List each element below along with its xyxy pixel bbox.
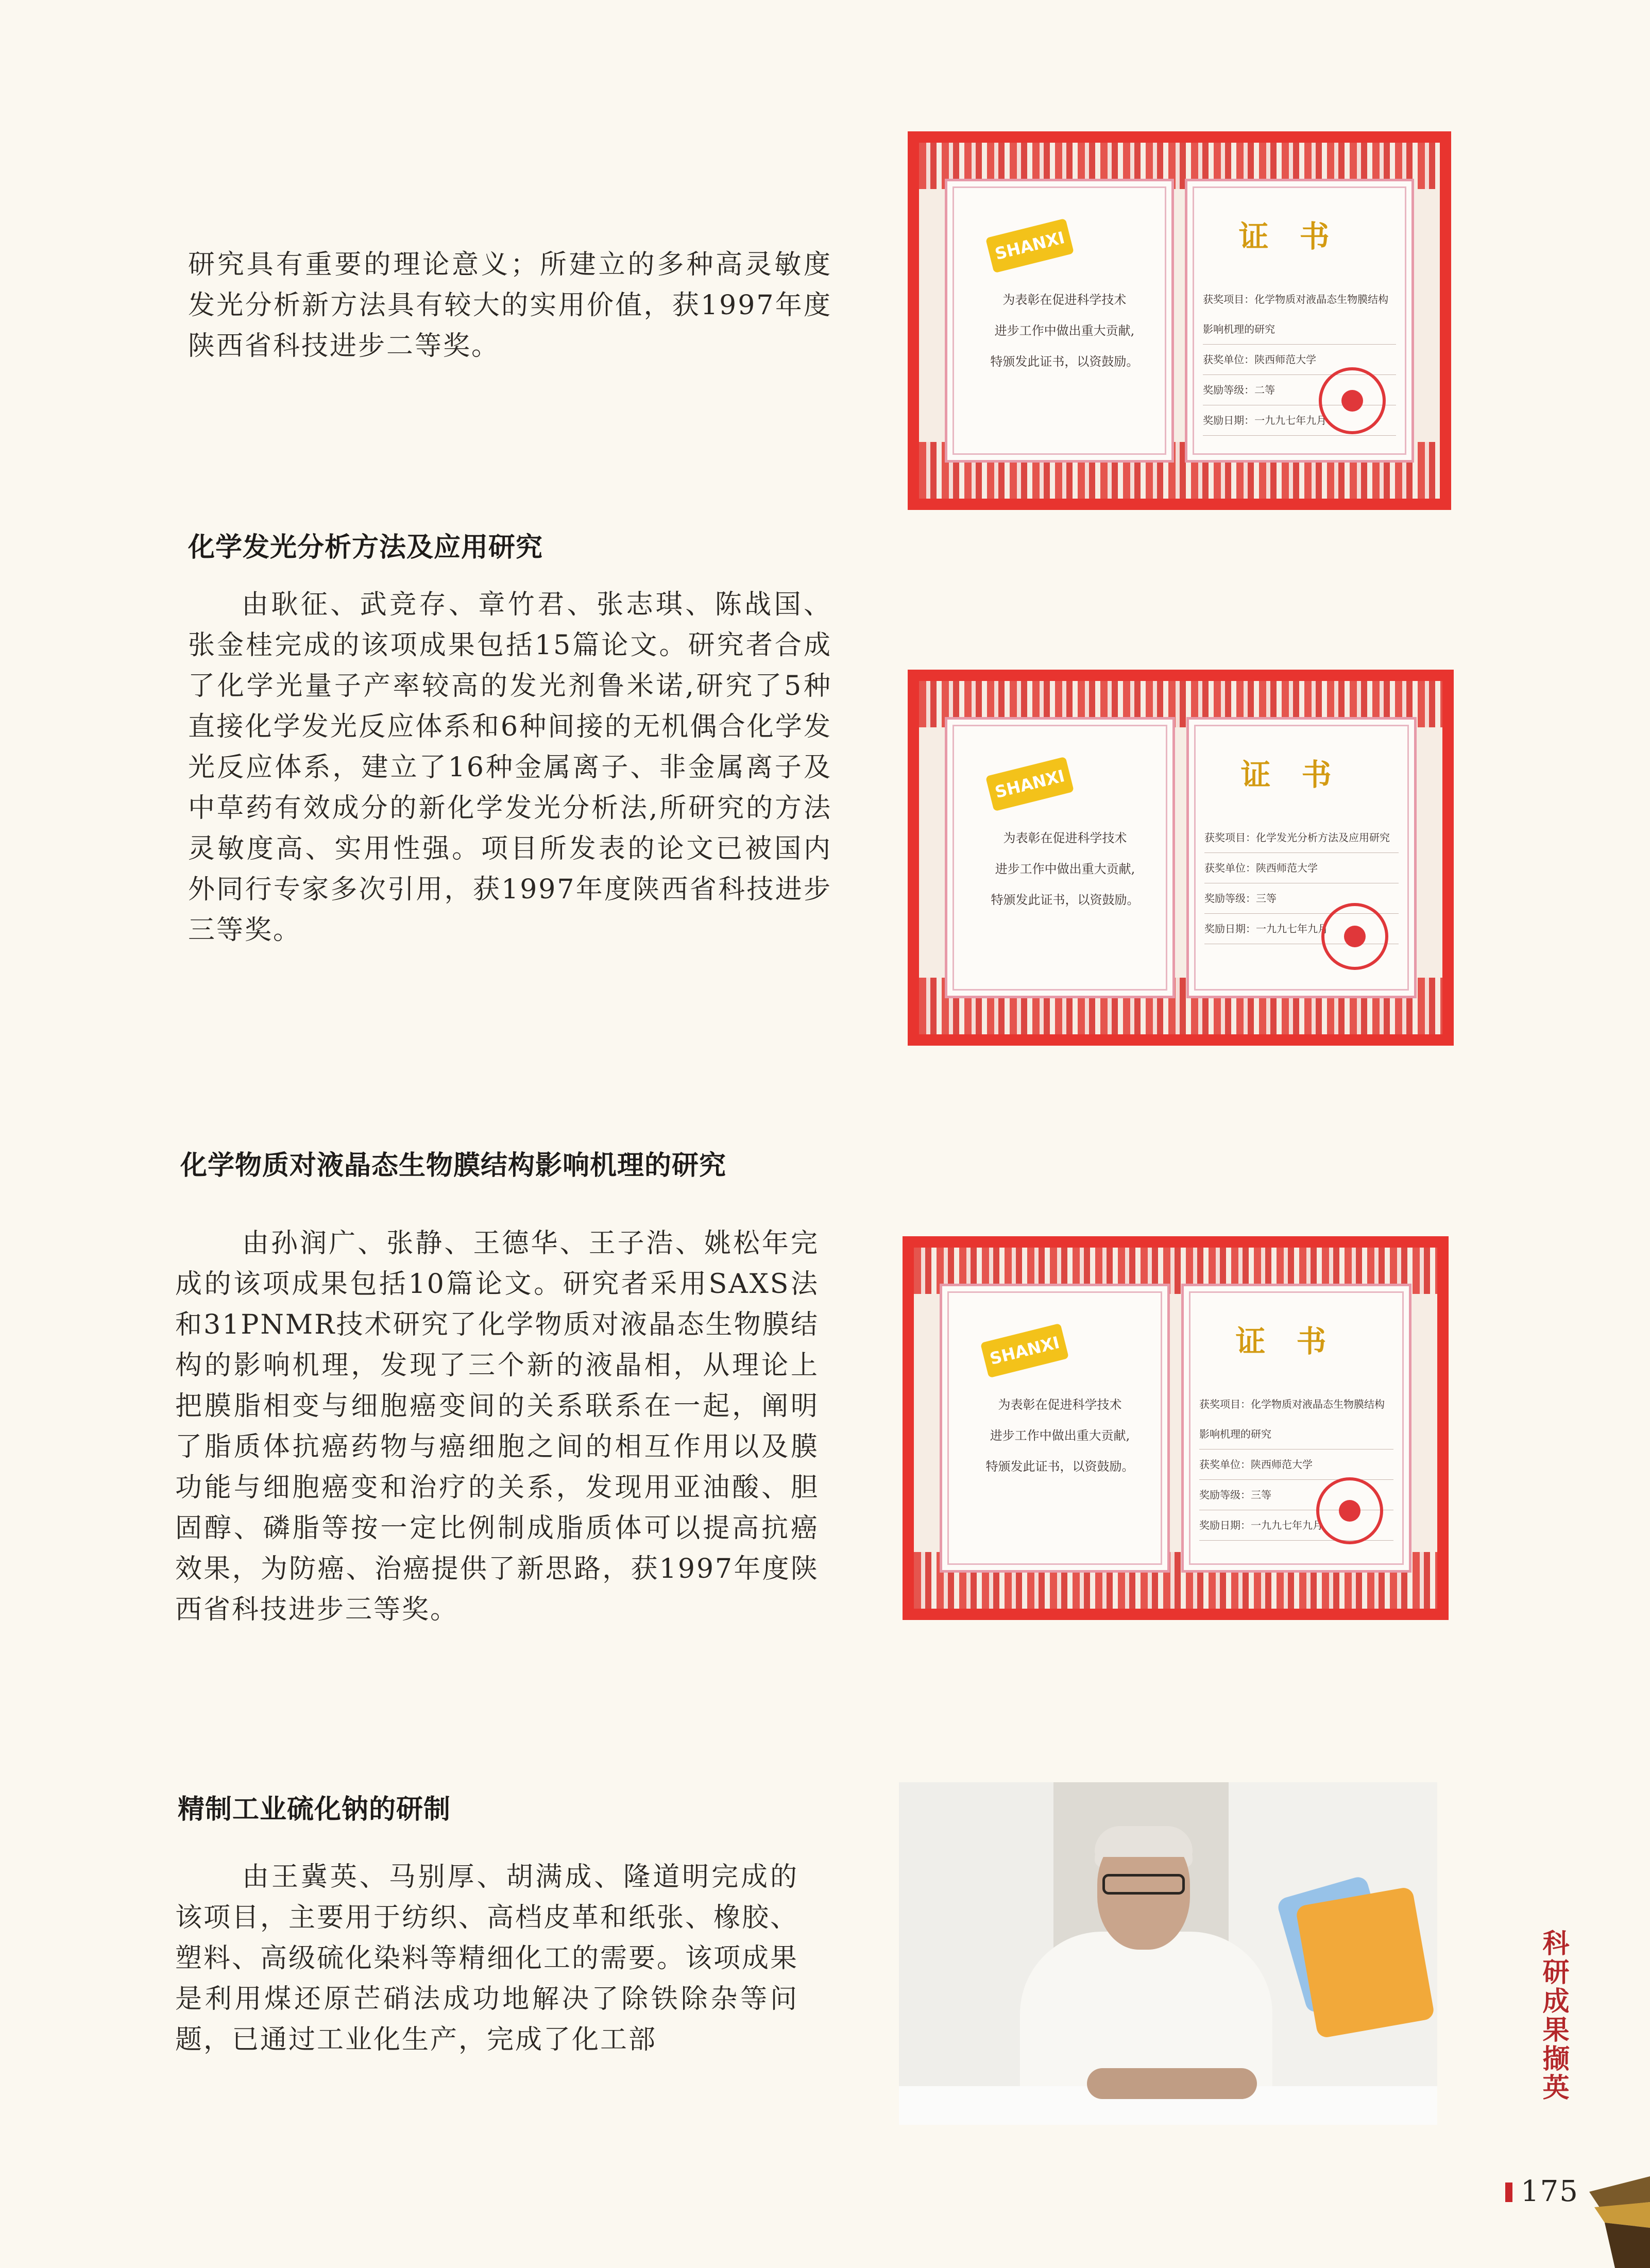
award-logo-icon: SHANXI [985, 757, 1074, 812]
certificate-text-line: 特颁发此证书，以资鼓励。 [985, 1459, 1134, 1474]
certificate-text-line: 进步工作中做出重大贡献, [990, 1428, 1130, 1443]
corner-ornament-icon [1589, 2171, 1650, 2268]
official-seal-icon [1319, 367, 1386, 434]
certificate-field: 奖励等级：二等 [1203, 375, 1396, 405]
certificate-field: 获奖项目：化学物质对液晶态生物膜结构影响机理的研究 [1203, 284, 1396, 345]
certificate-text-line: 特颁发此证书，以资鼓励。 [990, 354, 1139, 369]
certificate-right-page [1185, 179, 1414, 463]
section-paragraph: 由孙润广、张静、王德华、王子浩、姚松年完成的该项成果包括10篇论文。研究者采用SAXS法和31PNMR技术研究了化学物质对液晶态生物膜结构的影响机理，发现了三个新的液晶相，从理论上把膜脂相变与细胞癌变间的关系联系在一起，阐明了脂质体抗癌药物与癌细胞之间的相互作用以及膜功能与细胞癌变和治疗的关系，发现用亚油酸、胆固醇、磷脂等按一定比例制成脂质体可以提高抗癌效果，为防癌、治癌提供了新思路，获1997年度陕西省科技进步三等奖。 [175, 1228, 819, 1625]
certificate-text-line: 特颁发此证书，以资鼓励。 [991, 893, 1139, 907]
certificate-title: 证书 [1240, 757, 1363, 792]
award-logo-icon: SHANXI [980, 1323, 1069, 1378]
page-number-marker [1505, 2182, 1512, 2202]
glasses-icon [1102, 1874, 1185, 1895]
certificate-text-line: 为表彰在促进科学技术 [1002, 293, 1127, 307]
certificate-left-page [940, 1284, 1170, 1573]
certificate-text-line: 为表彰在促进科学技术 [998, 1397, 1122, 1412]
certificate-field: 奖励日期：一九九七年九月 [1203, 405, 1396, 436]
award-logo-icon: SHANXI [985, 218, 1074, 274]
certificate-field: 奖励日期：一九九七年九月 [1204, 914, 1399, 944]
certificate-text-line: 为表彰在促进科学技术 [1003, 831, 1127, 845]
product-poster [1295, 1886, 1435, 2039]
page-number: 175 [1521, 2175, 1579, 2208]
section-heading: 精制工业硫化钠的研制 [178, 1794, 451, 1825]
certificate-field: 获奖单位：陕西师范大学 [1203, 345, 1396, 375]
certificate-text-line: 进步工作中做出重大贡献, [995, 862, 1135, 876]
certificate-image-1 [908, 131, 1451, 510]
certificate-field: 奖励等级：三等 [1204, 883, 1399, 914]
paragraph-intro: 研究具有重要的理论意义；所建立的多种高灵敏度发光分析新方法具有较大的实用价值，获1997年度陕西省科技进步二等奖。 [188, 249, 832, 362]
section-heading: 化学物质对液晶态生物膜结构影响机理的研究 [180, 1150, 727, 1181]
certificate-image-2 [908, 670, 1454, 1046]
section-paragraph: 由王冀英、马别厚、胡满成、隆道明完成的该项目，主要用于纺织、高档皮革和纸张、橡胶、塑料、高级硫化染料等精细化工的需要。该项成果是利用煤还原芒硝法成功地解决了除铁除杂等问题，已通过工业化生产，完成了化工部 [175, 1862, 799, 2055]
certificate-text-line: 进步工作中做出重大贡献, [994, 323, 1135, 338]
certificate-field: 奖励日期：一九九七年九月 [1199, 1510, 1393, 1541]
certificate-title: 证书 [1238, 219, 1360, 254]
certificate-left-page [945, 717, 1175, 998]
certificate-field: 获奖项目：化学物质对液晶态生物膜结构影响机理的研究 [1199, 1389, 1393, 1450]
person-hands [1087, 2068, 1257, 2099]
official-seal-icon [1316, 1477, 1383, 1544]
certificate-image-3 [903, 1236, 1449, 1620]
section-heading: 化学发光分析方法及应用研究 [188, 532, 543, 563]
certificate-field: 获奖项目：化学发光分析方法及应用研究 [1204, 823, 1399, 853]
chapter-side-label: 科研成果撷英 [1538, 1929, 1569, 2102]
certificate-right-page [1186, 717, 1417, 998]
person-hair [1095, 1826, 1193, 1857]
researcher-photo [899, 1782, 1437, 2125]
section-paragraph: 由耿征、武竞存、章竹君、张志琪、陈战国、张金桂完成的该项成果包括15篇论文。研究者合成了化学光量子产率较高的发光剂鲁米诺,研究了5种直接化学发光反应体系和6种间接的无机偶合化学发光反应体系，建立了16种金属离子、非金属离子及中草药有效成分的新化学发光分析法,所研究的方法灵敏度高、实用性强。项目所发表的论文已被国内外同行专家多次引用，获1997年度陕西省科技进步三等奖。 [188, 589, 832, 946]
official-seal-icon [1321, 903, 1388, 970]
certificate-right-page [1181, 1284, 1411, 1573]
certificate-field: 获奖单位：陕西师范大学 [1204, 853, 1399, 883]
certificate-field: 奖励等级：三等 [1199, 1480, 1393, 1510]
certificate-left-page [945, 179, 1174, 463]
certificate-title: 证书 [1235, 1324, 1357, 1359]
certificate-field: 获奖单位：陕西师范大学 [1199, 1450, 1393, 1480]
